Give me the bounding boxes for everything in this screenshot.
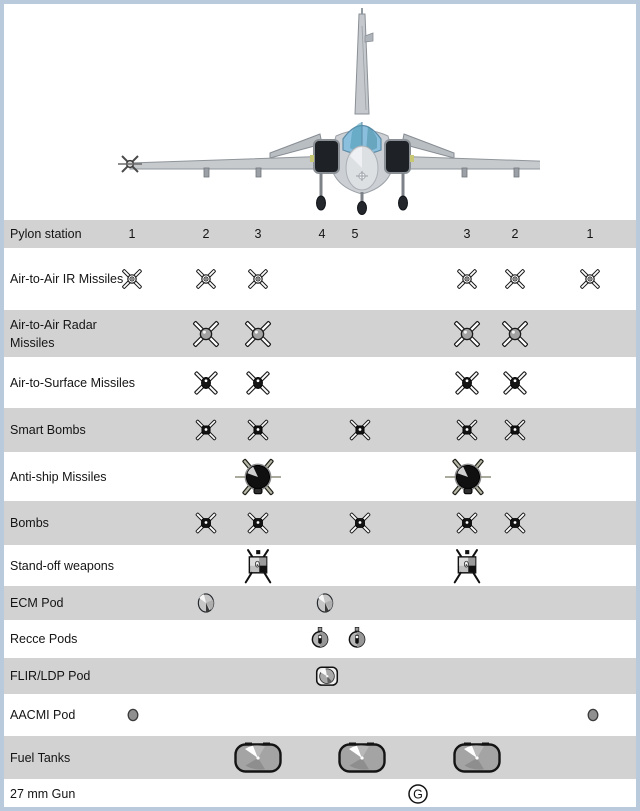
aacmi-pod-icon xyxy=(125,706,141,724)
anti-ship-icon xyxy=(234,453,282,501)
aacmi-pod-icon xyxy=(585,706,601,724)
row-air-to-air-radar-missiles xyxy=(4,310,636,357)
pylon-station-number: 1 xyxy=(128,227,136,241)
row-label-stand-off-weapons: Stand-off weapons xyxy=(10,558,115,573)
missile-ir-icon xyxy=(189,262,223,296)
smart-bomb-icon xyxy=(497,412,533,448)
row-bombs xyxy=(4,501,636,545)
bomb-icon xyxy=(188,505,224,541)
row-27-mm-gun xyxy=(4,781,636,807)
missile-ir-icon xyxy=(573,262,607,296)
bomb-icon xyxy=(342,505,378,541)
row-label-anti-ship-missiles: Anti-ship Missiles xyxy=(10,469,107,484)
row-smart-bombs xyxy=(4,408,636,452)
bomb-icon xyxy=(497,505,533,541)
smart-bomb-icon xyxy=(240,412,276,448)
standoff-icon xyxy=(447,546,487,586)
pylon-station-number: 2 xyxy=(511,227,519,241)
row-label-bombs: Bombs xyxy=(10,515,49,530)
missile-asm-icon xyxy=(239,364,277,402)
fuel-tank-icon xyxy=(451,741,503,775)
row-label-ecm-pod: ECM Pod xyxy=(10,595,64,610)
row-label-flir-ldp-pod: FLIR/LDP Pod xyxy=(10,668,91,683)
row-flir-ldp-pod xyxy=(4,658,636,694)
smart-bomb-icon xyxy=(342,412,378,448)
pylon-station-header-label: Pylon station xyxy=(10,226,82,241)
row-fuel-tanks xyxy=(4,736,636,779)
pylon-station-number: 3 xyxy=(463,227,471,241)
standoff-icon xyxy=(238,546,278,586)
row-air-to-surface-missiles xyxy=(4,359,636,406)
missile-ir-icon xyxy=(498,262,532,296)
row-recce-pods xyxy=(4,622,636,656)
row-label-air-to-air-radar-missiles: Air-to-Air Radar Missiles xyxy=(10,317,97,350)
fuel-tank-icon xyxy=(232,741,284,775)
fuel-tank-icon xyxy=(336,741,388,775)
row-label-air-to-surface-missiles: Air-to-Surface Missiles xyxy=(10,375,136,390)
row-aacmi-pod xyxy=(4,696,636,734)
missile-asm-icon xyxy=(496,364,534,402)
missile-asm-icon xyxy=(448,364,486,402)
ecm-pod-icon xyxy=(190,587,222,619)
missile-asm-icon xyxy=(187,364,225,402)
bomb-icon xyxy=(240,505,276,541)
pylon-station-number: 5 xyxy=(351,227,359,241)
flir-pod-icon xyxy=(310,660,344,692)
row-label-air-to-air-ir-missiles: Air-to-Air IR Missiles xyxy=(10,271,124,286)
row-air-to-air-ir-missiles xyxy=(4,250,636,308)
row-ecm-pod xyxy=(4,586,636,620)
smart-bomb-icon xyxy=(449,412,485,448)
missile-ir-icon xyxy=(115,262,149,296)
anti-ship-icon xyxy=(444,453,492,501)
loadout-table xyxy=(4,0,636,811)
bomb-icon xyxy=(449,505,485,541)
missile-radar-icon xyxy=(238,314,278,354)
ecm-pod-icon xyxy=(309,587,341,619)
recce-pod-icon xyxy=(304,623,336,655)
row-label-smart-bombs: Smart Bombs xyxy=(10,422,86,437)
pylon-station-number: 3 xyxy=(254,227,262,241)
missile-ir-icon xyxy=(450,262,484,296)
row-anti-ship-missiles xyxy=(4,454,636,499)
svg-text:G: G xyxy=(413,787,423,802)
row-label-aacmi-pod: AACMI Pod xyxy=(10,707,76,722)
missile-ir-icon xyxy=(241,262,275,296)
missile-radar-icon xyxy=(447,314,487,354)
pylon-station-number: 1 xyxy=(586,227,594,241)
row-label-27-mm-gun: 27 mm Gun xyxy=(10,786,76,801)
missile-radar-icon xyxy=(186,314,226,354)
missile-radar-icon xyxy=(495,314,535,354)
pylon-station-number: 4 xyxy=(318,227,326,241)
row-label-fuel-tanks: Fuel Tanks xyxy=(10,750,71,765)
gun-g-icon xyxy=(406,782,430,806)
recce-pod-icon xyxy=(341,623,373,655)
row-stand-off-weapons xyxy=(4,547,636,584)
smart-bomb-icon xyxy=(188,412,224,448)
pylon-station-number: 2 xyxy=(202,227,210,241)
pylon-station-header-row xyxy=(4,220,636,248)
row-label-recce-pods: Recce Pods xyxy=(10,631,78,646)
